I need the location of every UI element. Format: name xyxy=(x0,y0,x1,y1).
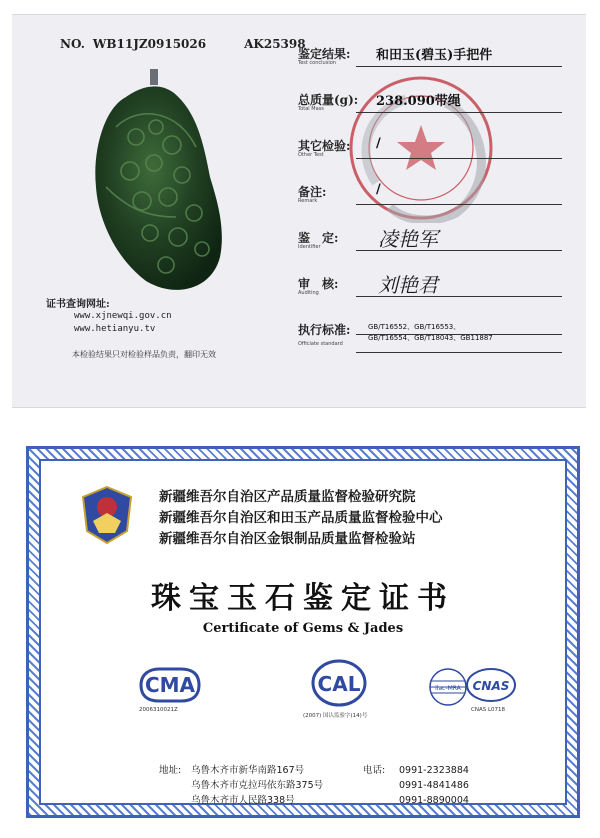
certificate-title-en: Certificate of Gems & Jades xyxy=(202,621,404,636)
decorative-frame xyxy=(26,446,580,818)
remark-value: / xyxy=(376,182,381,197)
field-auditing: 审 核: Auditing 刘艳君 xyxy=(298,275,562,305)
field-test-conclusion: 鉴定结果: Test conclusion 和田玉(碧玉)手把件 xyxy=(298,45,562,75)
test-report-card xyxy=(12,14,586,408)
phone-label: 电话: xyxy=(363,765,386,776)
jade-pendant-photo xyxy=(86,67,226,299)
cnas-icon xyxy=(465,665,517,705)
svg-text:CAL: CAL xyxy=(317,672,361,696)
identifier-signature: 凌艳军 xyxy=(378,227,438,251)
other-test-value: / xyxy=(376,136,381,151)
contact-info xyxy=(159,763,489,808)
svg-text:ilac-MRA: ilac-MRA xyxy=(435,685,461,692)
cnas-code: CNAS L0718 xyxy=(471,707,506,713)
mass-value: 238.090带绳 xyxy=(376,94,461,109)
field-identifier: 鉴 定: Identifier 凌艳军 xyxy=(298,229,562,259)
cma-code: 2006310021Z xyxy=(139,707,178,713)
contact-row: 乌鲁木齐市人民路338号 0991-8890004 xyxy=(191,795,469,806)
query-label: 证书查询网址: xyxy=(46,299,110,310)
field-other-test: 其它检验: Other Test / xyxy=(298,137,562,167)
cma-logo xyxy=(137,667,203,715)
cma-icon xyxy=(137,667,203,703)
query-url-1[interactable]: www.xjnewqi.gov.cn xyxy=(74,311,172,321)
address-label: 地址: xyxy=(159,765,182,776)
contact-row: 地址: 乌鲁木齐市新华南路167号 电话: 0991-2323884 xyxy=(159,765,469,776)
cert-code-value: AK25398 xyxy=(244,37,306,51)
cal-icon xyxy=(299,659,379,709)
query-website-block xyxy=(46,295,172,336)
institution-3: 新疆维吾尔自治区金银制品质量监督检验站 xyxy=(159,531,416,547)
certificate-title-zh: 珠宝玉石鉴定证书 xyxy=(151,581,455,616)
cal-logo xyxy=(299,659,379,719)
svg-text:CNAS: CNAS xyxy=(472,679,510,693)
certificate-cover xyxy=(26,446,580,816)
conclusion-value: 和田玉(碧玉)手把件 xyxy=(376,48,493,63)
institute-emblem-icon xyxy=(81,485,133,545)
query-url-2[interactable]: www.hetianyu.tv xyxy=(74,324,156,334)
institution-names xyxy=(159,487,443,550)
auditor-signature: 刘艳君 xyxy=(378,273,438,297)
cal-code: (2007) 国认监验字(14)号 xyxy=(303,713,368,719)
institution-1: 新疆维吾尔自治区产品质量监督检验研究院 xyxy=(159,489,416,505)
cert-no-value: WB11JZ0915026 xyxy=(92,37,207,51)
disclaimer-text: 本检验结果只对检验样品负责，翻印无效 xyxy=(72,350,216,359)
cnas-logo xyxy=(465,665,517,713)
field-standard: 执行标准: Officiate standard GB/T16552、GB/T16553、 GB/T16554、GB/T18043、GB11887 xyxy=(298,321,562,351)
svg-text:CMA: CMA xyxy=(144,673,196,697)
standard-values: GB/T16552、GB/T16553、 GB/T16554、GB/T18043、GB11887 xyxy=(368,323,493,342)
certificate-number: NO. WB11JZ0915026 AK25398 xyxy=(60,37,306,51)
contact-row: 乌鲁木齐市克拉玛依东路375号 0991-4841486 xyxy=(191,780,469,791)
field-remark: 备注: Remark / xyxy=(298,183,562,213)
institution-2: 新疆维吾尔自治区和田玉产品质量监督检验中心 xyxy=(159,510,443,526)
field-total-mass: 总质量(g): Total Mass 238.090带绳 xyxy=(298,91,562,121)
